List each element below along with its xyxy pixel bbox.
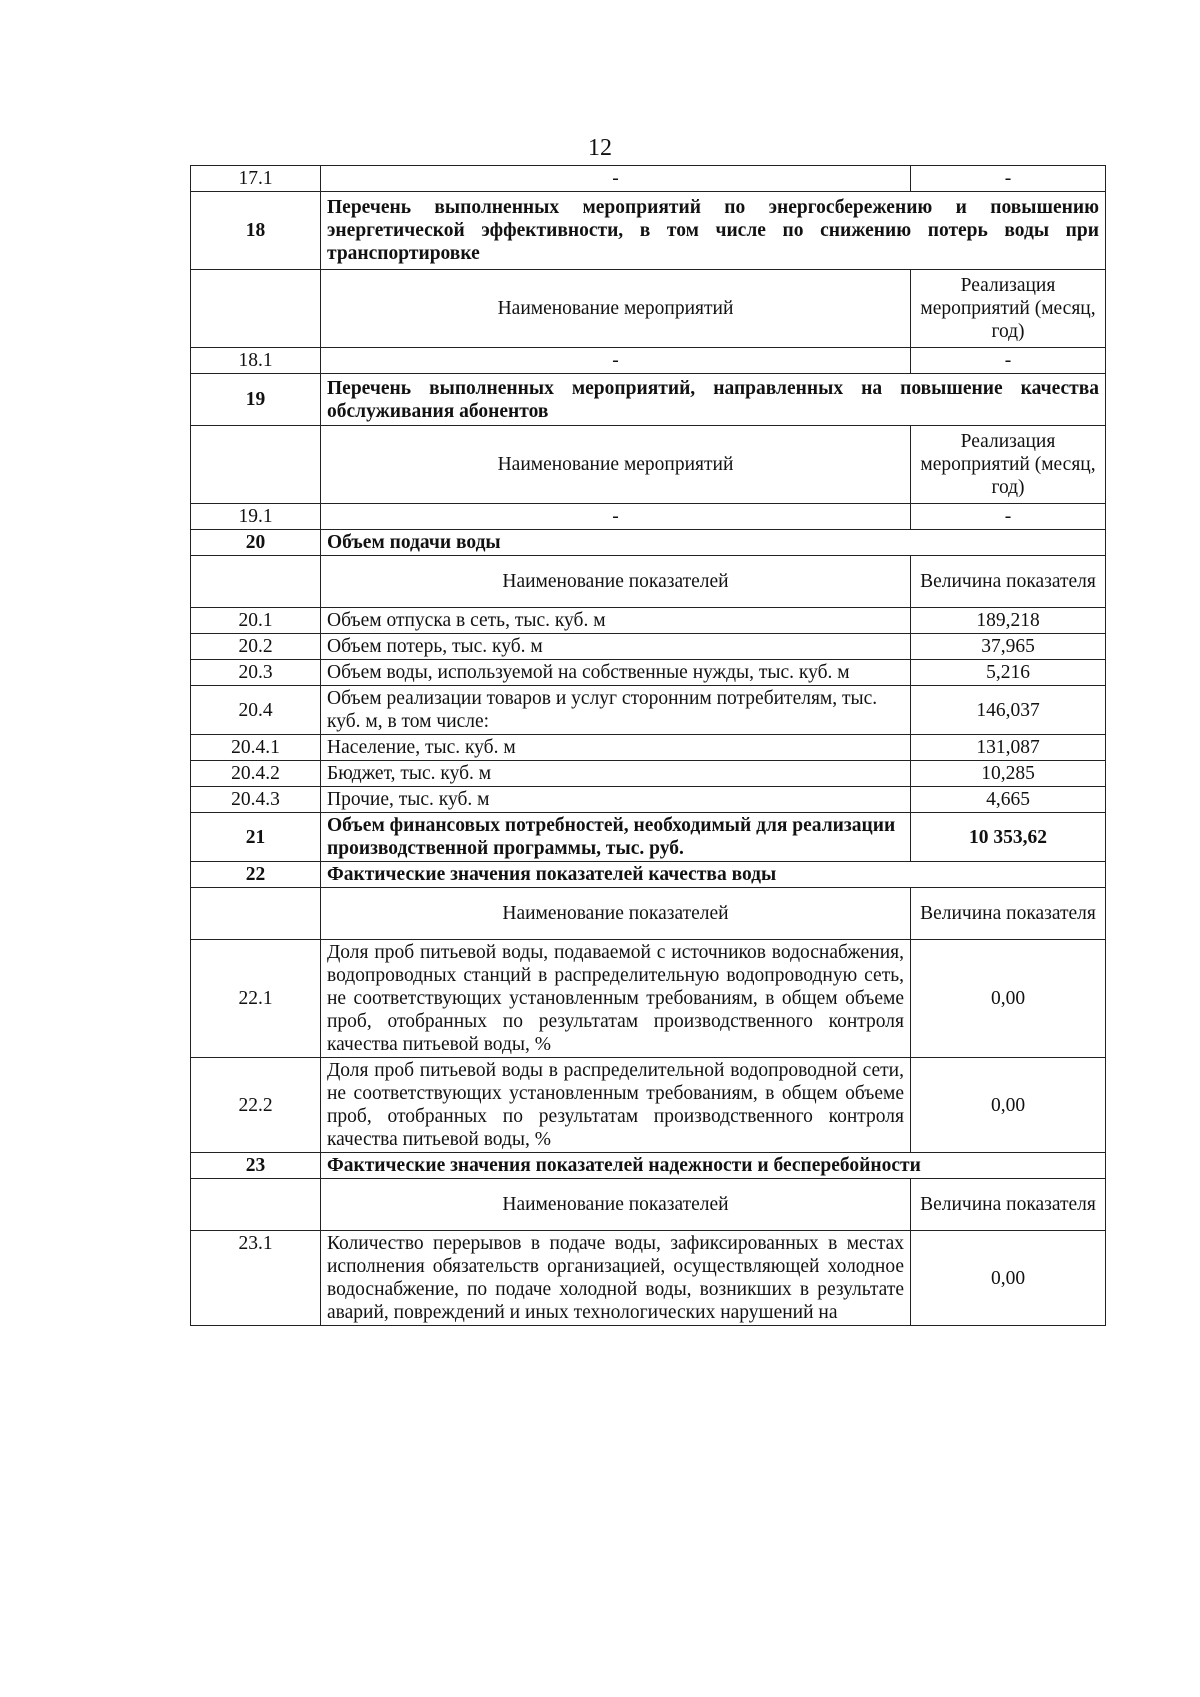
table-row (191, 608, 1106, 634)
row-number: 18.1 (191, 348, 321, 374)
row-value: 0,00 (911, 1058, 1106, 1153)
section-row (191, 813, 1106, 862)
row-number: 19.1 (191, 504, 321, 530)
row-value: 10,285 (911, 761, 1106, 787)
row-number: 22.2 (191, 1058, 321, 1153)
section-row (191, 530, 1106, 556)
section-number: 20 (191, 530, 321, 556)
column-header-value: Величина показателя (911, 556, 1106, 608)
empty-cell (191, 426, 321, 504)
section-title: Фактические значения показателей надежности и бесперебойности (321, 1153, 1106, 1179)
table-row (191, 634, 1106, 660)
row-name: - (321, 504, 911, 530)
column-header-value: Величина показателя (911, 1179, 1106, 1231)
row-value: 37,965 (911, 634, 1106, 660)
row-value: 146,037 (911, 686, 1106, 735)
row-name: Прочие, тыс. куб. м (321, 787, 911, 813)
page-number: 12 (588, 135, 612, 161)
row-number: 17.1 (191, 166, 321, 192)
column-header-name: Наименование мероприятий (321, 270, 911, 348)
row-value: 131,087 (911, 735, 1106, 761)
column-header-value: Величина показателя (911, 888, 1106, 940)
empty-cell (191, 556, 321, 608)
table-row (191, 166, 1106, 192)
row-value: 0,00 (911, 940, 1106, 1058)
row-name: Бюджет, тыс. куб. м (321, 761, 911, 787)
table-row (191, 504, 1106, 530)
row-value: - (911, 166, 1106, 192)
column-header-name: Наименование показателей (321, 888, 911, 940)
row-name: Объем реализации товаров и услуг сторонним потребителям, тыс. куб. м, в том числе: (321, 686, 911, 735)
table-row (191, 348, 1106, 374)
row-number: 20.2 (191, 634, 321, 660)
indicators-table (190, 165, 1106, 1326)
table-row (191, 1231, 1106, 1326)
header-row (191, 556, 1106, 608)
section-title: Перечень выполненных мероприятий по энергосбережению и повышению энергетической эффективности, в том числе по снижению потерь воды при транспортировке (321, 192, 1106, 270)
section-title: Объем подачи воды (321, 530, 1106, 556)
section-row (191, 374, 1106, 426)
row-value: - (911, 504, 1106, 530)
column-header-value: Реализация мероприятий (месяц, год) (911, 270, 1106, 348)
row-value: 5,216 (911, 660, 1106, 686)
section-row (191, 1153, 1106, 1179)
column-header-name: Наименование показателей (321, 1179, 911, 1231)
row-number: 23.1 (191, 1231, 321, 1326)
table-row (191, 735, 1106, 761)
section-title: Фактические значения показателей качества воды (321, 862, 1106, 888)
table-row (191, 761, 1106, 787)
row-name: - (321, 166, 911, 192)
section-row (191, 192, 1106, 270)
empty-cell (191, 888, 321, 940)
row-name: Количество перерывов в подаче воды, зафиксированных в местах исполнения обязательств организацией, осуществляющей холодное водоснабжение, по подаче холодной воды, возникших в результате аварий, повреждений и иных технологических нарушений на (321, 1231, 911, 1326)
empty-cell (191, 1179, 321, 1231)
row-name: Объем потерь, тыс. куб. м (321, 634, 911, 660)
header-row (191, 426, 1106, 504)
row-name: Население, тыс. куб. м (321, 735, 911, 761)
table-row (191, 660, 1106, 686)
row-value: 0,00 (911, 1231, 1106, 1326)
row-name: Объем финансовых потребностей, необходимый для реализации производственной программы, тыс. руб. (321, 813, 911, 862)
row-name: Доля проб питьевой воды, подаваемой с источников водоснабжения, водопроводных станций в распределительную водопроводную сеть, не соответствующих установленным требованиям, в общем объеме проб, отобранных по результатам производственного контроля качества питьевой воды, % (321, 940, 911, 1058)
section-number: 18 (191, 192, 321, 270)
header-row (191, 888, 1106, 940)
section-title: Перечень выполненных мероприятий, направленных на повышение качества обслуживания абонентов (321, 374, 1106, 426)
table-row (191, 686, 1106, 735)
row-number: 22.1 (191, 940, 321, 1058)
row-name: Объем отпуска в сеть, тыс. куб. м (321, 608, 911, 634)
empty-cell (191, 270, 321, 348)
section-number: 23 (191, 1153, 321, 1179)
row-number: 20.4.3 (191, 787, 321, 813)
row-number: 20.1 (191, 608, 321, 634)
header-row (191, 270, 1106, 348)
table-row (191, 1058, 1106, 1153)
row-number: 20.3 (191, 660, 321, 686)
section-number: 22 (191, 862, 321, 888)
table-row (191, 940, 1106, 1058)
row-name: Доля проб питьевой воды в распределительной водопроводной сети, не соответствующих установленным требованиям, в общем объеме проб, отобранных по результатам производственного контроля качества питьевой воды, % (321, 1058, 911, 1153)
section-number: 21 (191, 813, 321, 862)
row-value: 10 353,62 (911, 813, 1106, 862)
section-row (191, 862, 1106, 888)
row-name: - (321, 348, 911, 374)
header-row (191, 1179, 1106, 1231)
row-value: - (911, 348, 1106, 374)
table-row (191, 787, 1106, 813)
column-header-name: Наименование показателей (321, 556, 911, 608)
column-header-value: Реализация мероприятий (месяц, год) (911, 426, 1106, 504)
row-number: 20.4.2 (191, 761, 321, 787)
row-value: 189,218 (911, 608, 1106, 634)
row-number: 20.4 (191, 686, 321, 735)
row-number: 20.4.1 (191, 735, 321, 761)
column-header-name: Наименование мероприятий (321, 426, 911, 504)
section-number: 19 (191, 374, 321, 426)
row-value: 4,665 (911, 787, 1106, 813)
row-name: Объем воды, используемой на собственные нужды, тыс. куб. м (321, 660, 911, 686)
